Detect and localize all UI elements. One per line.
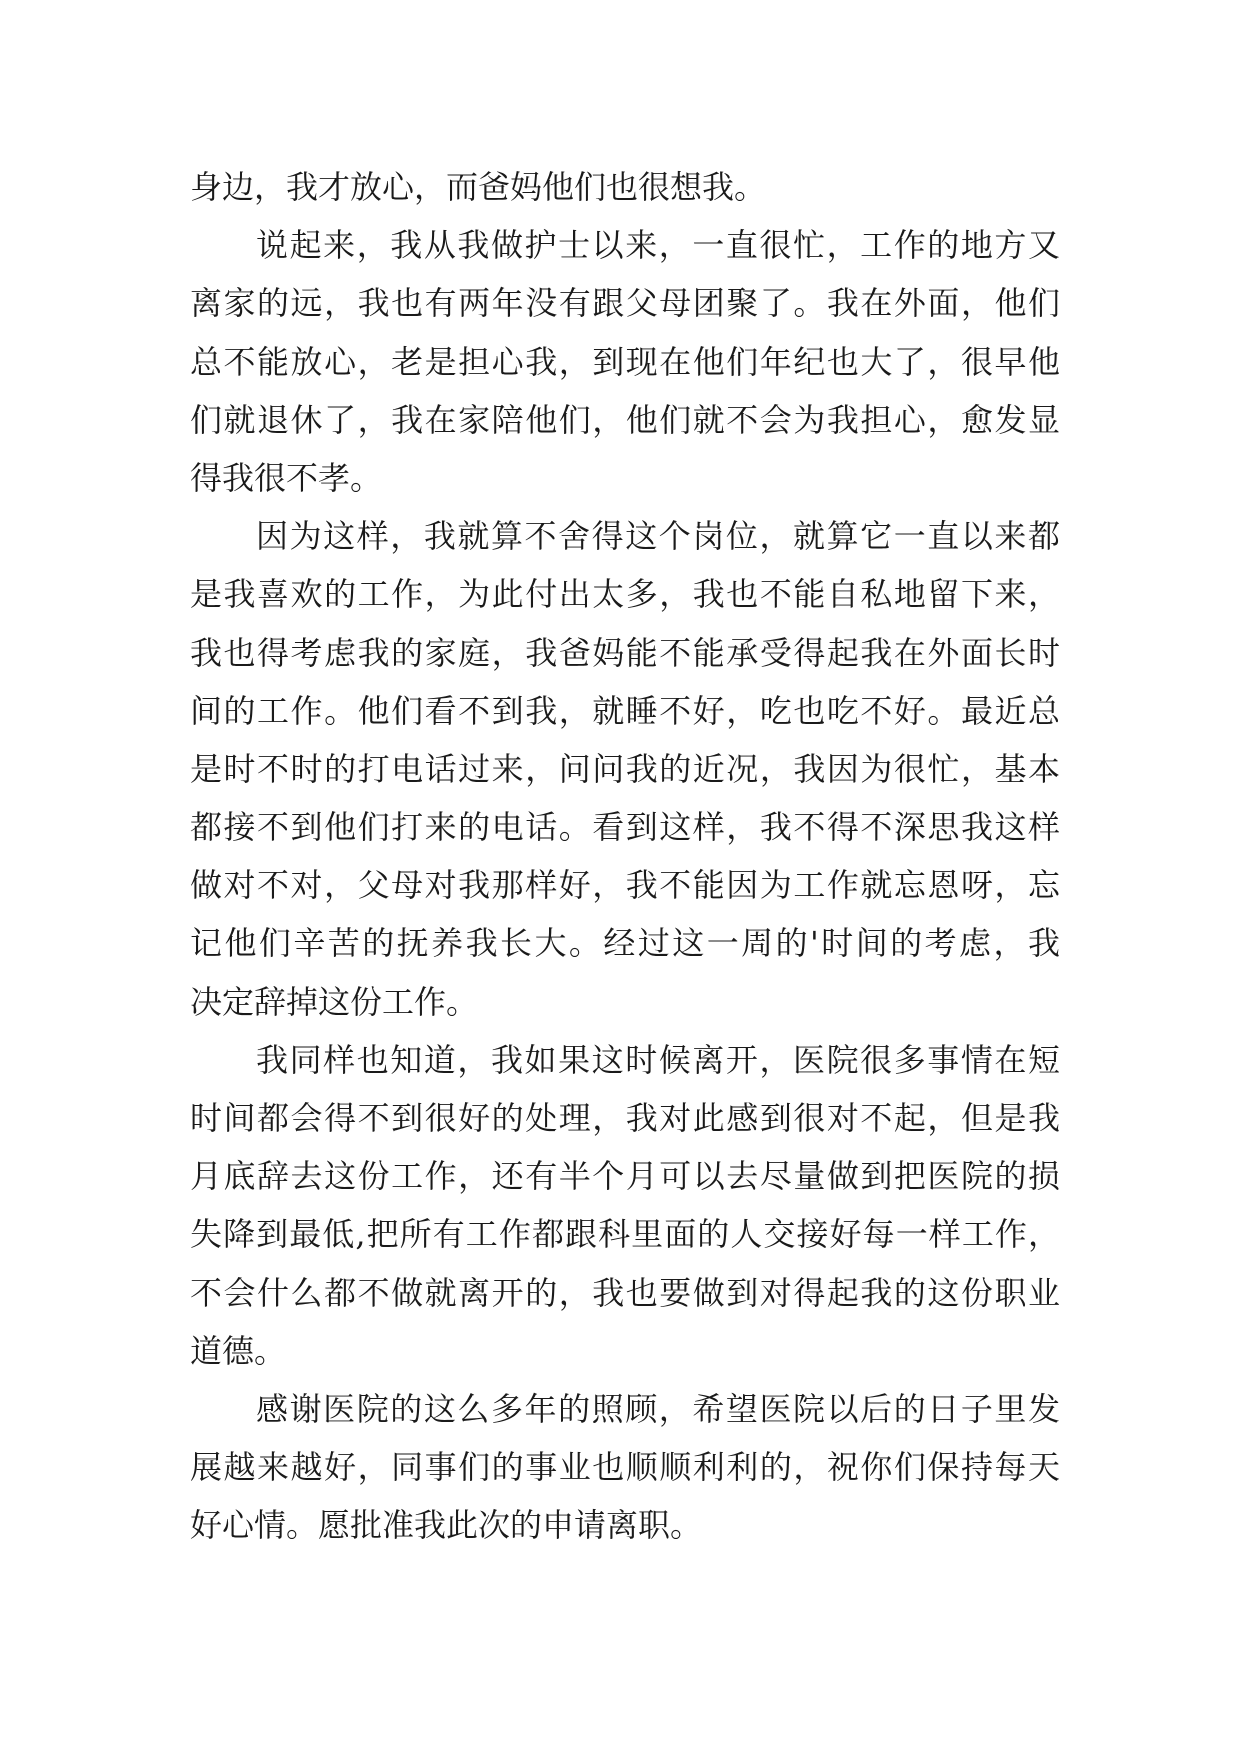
text-line: 决定辞掉这份工作。 [190, 982, 479, 1021]
text-line: 因为这样，我就算不舍得这个岗位，就算它一直以来都 [256, 517, 1060, 556]
text-line: 记他们辛苦的抚养我长大。经过这一周的'时间的考虑，我 [190, 924, 1060, 963]
text-line: 身边，我才放心，而爸妈他们也很想我。 [190, 168, 767, 206]
text-line: 都接不到他们打来的电话。看到这样，我不得不深思我这样 [190, 808, 1060, 847]
text-line: 道德。 [190, 1331, 287, 1370]
text-line: 说起来，我从我做护士以来，一直很忙，工作的地方又 [256, 226, 1060, 265]
text-line: 做对不对，父母对我那样好，我不能因为工作就忘恩呀，忘 [190, 866, 1060, 905]
text-line: 我同样也知道，我如果这时候离开，医院很多事情在短 [256, 1040, 1060, 1079]
text-line: 月底辞去这份工作，还有半个月可以去尽量做到把医院的损 [190, 1157, 1060, 1196]
text-line: 得我很不孝。 [190, 458, 383, 497]
document-body [190, 158, 1060, 1555]
text-line: 不会什么都不做就离开的，我也要做到对得起我的这份职业 [190, 1273, 1060, 1312]
text-line: 们就退休了，我在家陪他们，他们就不会为我担心，愈发显 [190, 400, 1060, 439]
text-line: 总不能放心，老是担心我，到现在他们年纪也大了，很早他 [190, 342, 1060, 381]
text-line: 失降到最低,把所有工作都跟科里面的人交接好每一样工作， [190, 1215, 1060, 1254]
text-line: 展越来越好，同事们的事业也顺顺利利的，祝你们保持每天 [190, 1448, 1060, 1487]
text-line: 间的工作。他们看不到我，就睡不好，吃也吃不好。最近总 [190, 691, 1060, 730]
text-line: 是时不时的打电话过来，问问我的近况，我因为很忙，基本 [190, 749, 1060, 788]
text-line: 离家的远，我也有两年没有跟父母团聚了。我在外面，他们 [190, 284, 1060, 323]
text-line: 我也得考虑我的家庭，我爸妈能不能承受得起我在外面长时 [190, 633, 1060, 672]
text-line: 感谢医院的这么多年的照顾，希望医院以后的日子里发 [256, 1389, 1060, 1428]
text-line: 好心情。愿批准我此次的申请离职。 [190, 1506, 703, 1545]
text-line: 时间都会得不到很好的处理，我对此感到很对不起，但是我 [190, 1099, 1060, 1137]
text-line: 是我喜欢的工作，为此付出太多，我也不能自私地留下来， [190, 575, 1060, 614]
